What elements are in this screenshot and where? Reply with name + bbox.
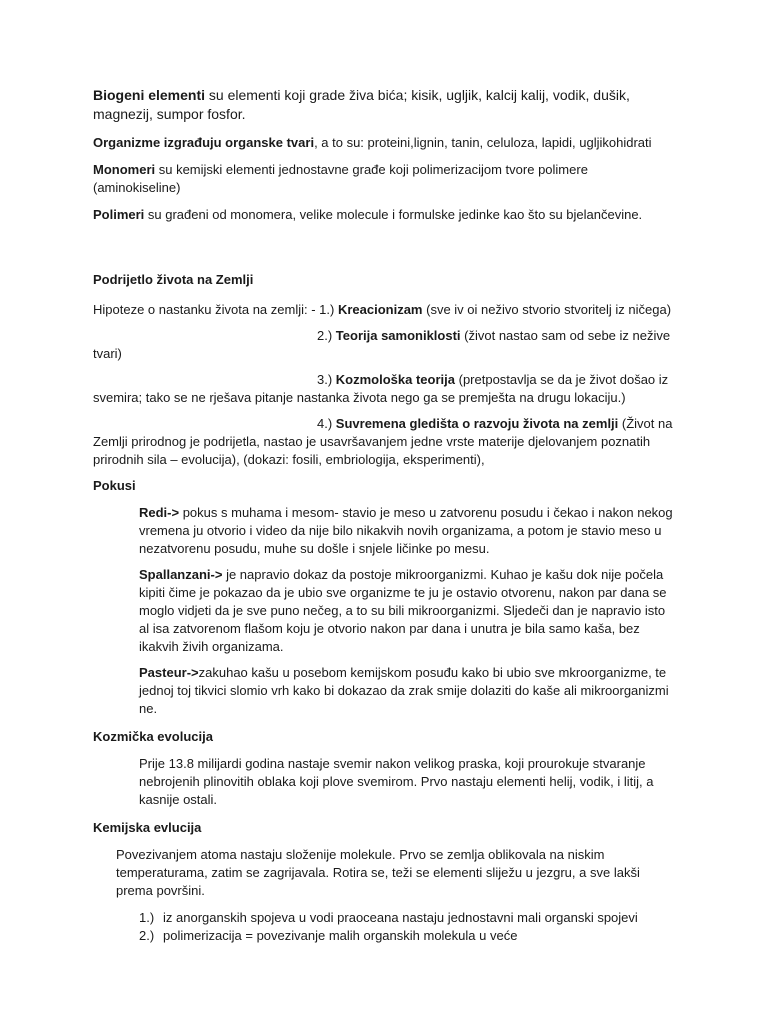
organske-tvari-text: , a to su: proteini,lignin, tanin, celuloza, lapidi, ugljikohidrati — [314, 135, 652, 150]
experiment-pasteur — [93, 664, 678, 718]
biogeni-elementi-text: su elementi koji grade živa bića; kisik, ugljik, kalcij kalij, vodik, dušik, magnezij, sumpor fosfor. — [93, 87, 630, 122]
experiment-redi-text: pokus s muhama i mesom- stavio je meso u zatvorenu posudu i čekao i nakon nekog vremena ju otvorio i video da nije bilo nikakvih novih organizama, a potom je stavio meso u nezatvorenu posudu, muhe su došle i snjele ličinke po mesu. — [139, 505, 673, 556]
hypothesis-4-first-line — [93, 415, 678, 433]
list-item — [139, 909, 678, 927]
hypothesis-2-first-line — [93, 327, 678, 345]
hypothesis-2-num: 2.) — [317, 328, 336, 343]
experiment-pasteur-term: Pasteur-> — [139, 665, 199, 680]
kemijska-steps-list — [93, 909, 678, 945]
pokusi-heading: Pokusi — [93, 478, 136, 493]
hypothesis-1-term: Kreacionizam — [337, 302, 423, 317]
polimeri-text: su građeni od monomera, velike molecule i formulske jedinke kao što su bjelančevine. — [144, 207, 643, 222]
hypothesis-4-term: Suvremena gledišta o razvoju života na zemlji — [335, 416, 619, 431]
monomeri-text: su kemijski elementi jednostavne građe koji polimerizacijom tvore polimere (aminokiseline) — [93, 162, 588, 195]
hypothesis-2 — [93, 327, 678, 363]
monomeri-paragraph — [93, 161, 678, 197]
section-spacer — [93, 233, 678, 271]
kemijska-heading: Kemijska evlucija — [93, 820, 202, 835]
monomeri-term: Monomeri — [93, 162, 156, 177]
experiment-spallanzani — [93, 566, 678, 656]
hypothesis-lead-prefix: Hipoteze o nastanku života na zemlji: - 1.) — [93, 302, 338, 317]
polimeri-paragraph — [93, 206, 678, 224]
hypothesis-4 — [93, 415, 678, 469]
biogeni-elementi-term: Biogeni elementi — [93, 87, 206, 103]
hypothesis-3 — [93, 371, 678, 407]
document-page — [93, 86, 678, 945]
list-item — [139, 927, 678, 945]
experiment-spallanzani-text: je napravio dokaz da postoje mikroorganizmi. Kuhao je kašu dok nije počela kipiti čime je pokazao da je ubio sve organizme te ju je ostavio otvorenu, nakon par dana se moglo vidjeti da je sve puno nečeg, a to su bili mikroorganizmi. Sljedeči dan je napravio isto al isa zatvorenom flašom koju je otvorio nakon par dana i unutra je bila samo kaša, bez ikakvih živih organizama. — [139, 567, 667, 654]
hypothesis-4-text-line1: (Život na — [618, 416, 673, 431]
step-2-text: polimerizacija = povezivanje malih organskih molekula u veće — [163, 928, 518, 943]
experiment-spallanzani-term: Spallanzani-> — [139, 567, 223, 582]
hypothesis-2-term: Teorija samoniklosti — [335, 328, 461, 343]
hypothesis-3-first-line — [93, 371, 678, 389]
kemijska-text: Povezivanjem atoma nastaju složenije molekule. Prvo se zemlja oblikovala na niskim temperaturama, zatim se zagrijavala. Rotira se, teži se elementi sliježu u jezgru, a sve lakši prema površini. — [116, 847, 640, 898]
hypothesis-3-text-line1: (pretpostavlja se da je život došao iz — [455, 372, 669, 387]
hypothesis-1 — [93, 301, 678, 319]
step-2-number: 2.) — [139, 928, 155, 943]
step-1-number: 1.) — [139, 910, 155, 925]
hypothesis-1-text: (sve iv oi neživo stvorio stvoritelj iz ničega) — [422, 302, 672, 317]
step-1-text: iz anorganskih spojeva u vodi praoceana nastaju jednostavni mali organski spojevi — [163, 910, 638, 925]
experiment-redi-term: Redi-> — [139, 505, 180, 520]
organske-tvari-paragraph — [93, 134, 678, 152]
kozmicka-heading: Kozmička evolucija — [93, 729, 213, 744]
biogeni-elementi-paragraph — [93, 86, 678, 124]
organske-tvari-term: Organizme izgrađuju organske tvari — [93, 135, 315, 150]
experiment-pasteur-text: zakuhao kašu u posebom kemijskom posuđu kako bi ubio sve mkroorganizme, te jednoj toj tikvici slomio vrh kako bi dokazao da zrak smije dolaziti do kaše ali mikroorganizmi ne. — [139, 665, 669, 716]
hypothesis-2-text-rest: tvari) — [93, 346, 122, 361]
hypothesis-3-text-rest: svemira; tako se ne rješava pitanje nastanka života nego ga se premješta na drugu lokaciju.) — [93, 390, 626, 405]
hypothesis-2-text-line1: (život nastao sam od sebe iz nežive — [460, 328, 671, 343]
kozmicka-text: Prije 13.8 milijardi godina nastaje svemir nakon velikog praska, koji prourokuje stvaranje nebrojenih plinovitih oblaka koji plove svemirom. Prvo nastaju elementi helij, vodik, i litij, a kasnije ostali. — [139, 756, 654, 807]
polimeri-term: Polimeri — [93, 207, 145, 222]
hypothesis-3-num: 3.) — [317, 372, 336, 387]
experiment-redi — [93, 504, 678, 558]
hypothesis-4-num: 4.) — [317, 416, 336, 431]
origin-heading: Podrijetlo života na Zemlji — [93, 272, 254, 287]
hypothesis-3-term: Kozmološka teorija — [335, 372, 455, 387]
hypothesis-4-text-rest: Zemlji prirodnog je podrijetla, nastao je usavršavanjem jedne vrste materije djelovanjem poznatih prirodnih sila – evolucija), (dokazi: fosili, embriologija, eksperimenti), — [93, 434, 651, 467]
